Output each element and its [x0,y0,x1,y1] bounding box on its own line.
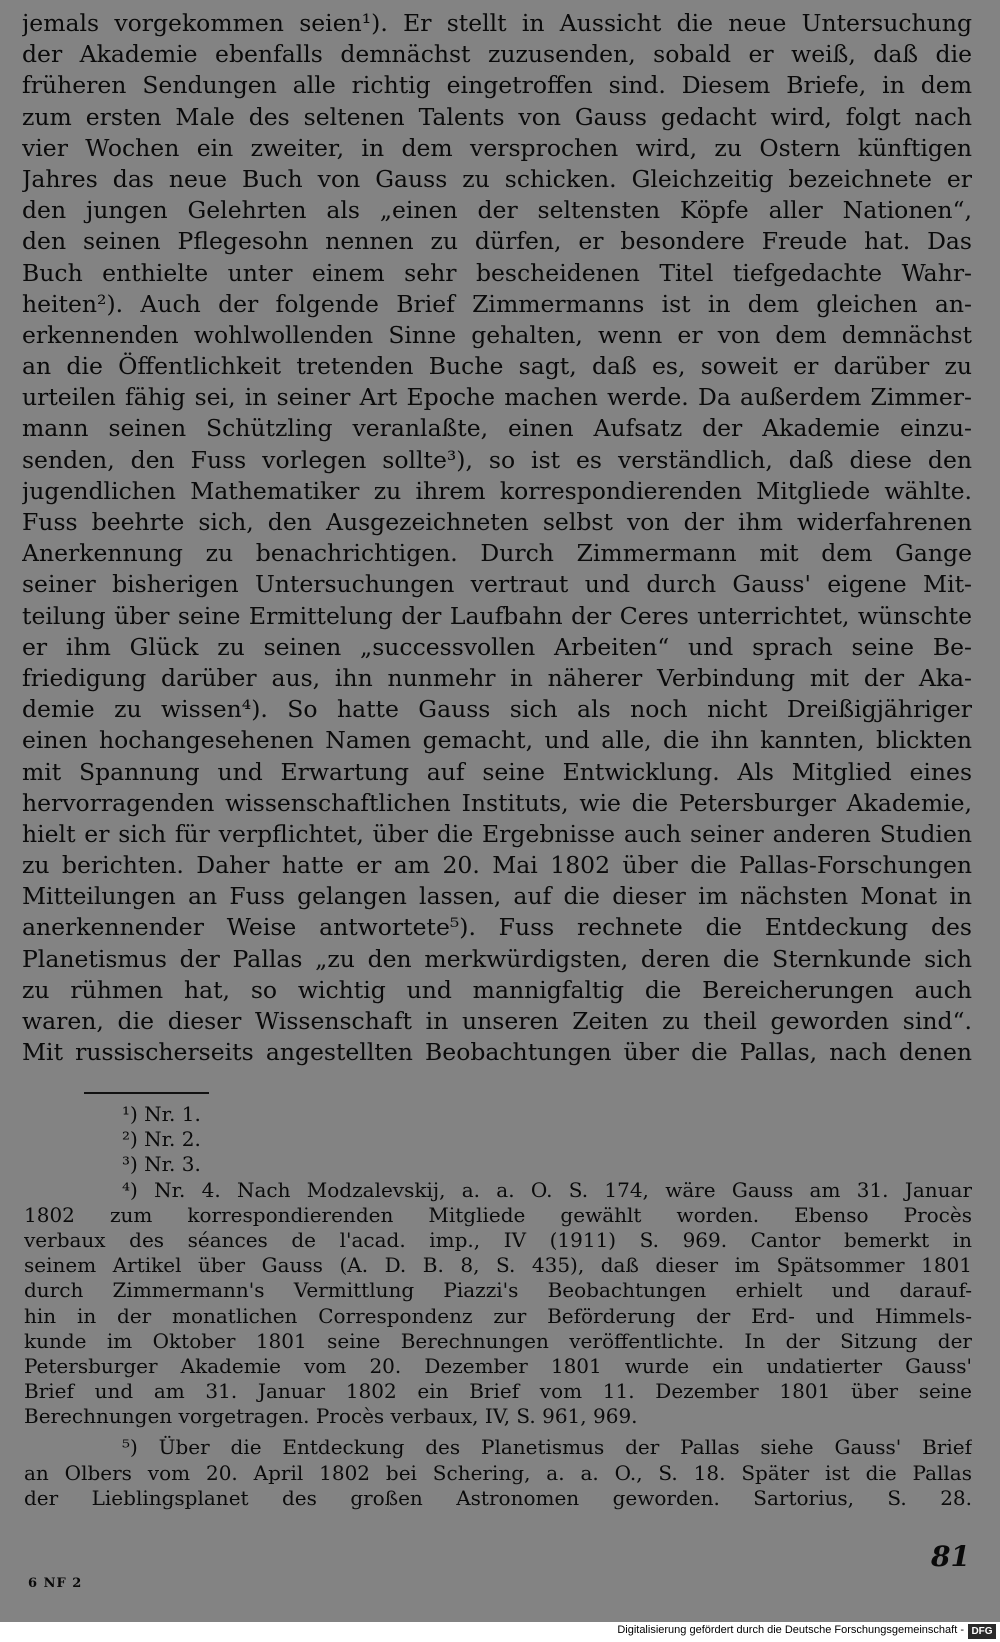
footnote-4-line: Petersburger Akademie vom 20. Dezember 1801 wurde ein undatierter Gauss' [24,1353,972,1378]
footnote-4-line: Brief und am 31. Januar 1802 ein Brief vom 11. Dezember 1801 über seine [24,1379,972,1404]
body-text [22,8,972,1068]
body-line: zu berichten. Daher hatte er am 20. Mai 1802 über die Pallas-Forschungen [22,851,972,880]
body-line: jemals vorgekommen seien¹). Er stellt in Aussicht die neue Untersuchung [22,9,972,37]
body-line: hielt er sich für verpflichtet, über die Ergebnisse auch seiner anderen Studien [22,819,972,848]
footnotes [24,1102,972,1511]
footnote-4-line: verbaux des séances de l'acad. imp., IV (1911) S. 969. Cantor bemerkt in [24,1227,972,1252]
footnote-4-line: hin in der monatlichen Correspondenz zur Beförderung der Erd- und Himmels- [24,1303,972,1328]
body-line: vier Wochen ein zweiter, in dem versprochen wird, zu Ostern künftigen [22,133,972,162]
footnote-1: ¹) Nr. 1. [122,1102,201,1126]
body-line: hervorragenden wissenschaftlichen Instituts, wie die Petersburger Akademie, [22,788,972,817]
body-line: den seinen Pflegesohn nennen zu dürfen, er besondere Freude hat. Das [22,227,972,256]
body-line: Buch enthielte unter einem sehr bescheidenen Titel tiefgedachte Wahr- [22,258,972,287]
body-line: er ihm Glück zu seinen „successvollen Arbeiten“ und sprach seine Be- [22,632,972,661]
body-line: friedigung darüber aus, ihn nunmehr in näherer Verbindung mit der Aka- [22,663,972,692]
body-line: seiner bisherigen Untersuchungen vertraut und durch Gauss' eigene Mit- [22,570,972,599]
footnote-5-line: ⁵) Über die Entdeckung des Planetismus der Pallas siehe Gauss' Brief [122,1435,972,1460]
body-line: heiten²). Auch der folgende Brief Zimmermanns ist in dem gleichen an- [22,289,972,318]
body-line: Mit russischerseits angestellten Beobachtungen über die Pallas, nach denen [22,1038,972,1067]
body-line: an die Öffentlichkeit tretenden Buche sagt, daß es, soweit er darüber zu [22,352,972,381]
body-line: mann seinen Schützling veranlaßte, einen Aufsatz der Akademie einzu- [22,414,972,443]
body-line: zum ersten Male des seltenen Talents von Gauss gedacht wird, folgt nach [22,102,972,131]
body-line: Fuss beehrte sich, den Ausgezeichneten selbst von der ihm widerfahrenen [22,508,972,536]
footnote-4-line: 1802 zum korrespondierenden Mitgliede gewählt worden. Ebenso Procès [24,1202,972,1227]
footnote-5-line: der Lieblingsplanet des großen Astronomen geworden. Sartorius, S. 28. [24,1485,972,1510]
digitization-footer [0,1622,1000,1642]
body-line: waren, die dieser Wissenschaft in unseren Zeiten zu theil geworden sind“. [22,1007,972,1035]
body-line: anerkennender Weise antwortete⁵). Fuss rechnete die Entdeckung des [22,913,972,942]
body-line: der Akademie ebenfalls demnächst zuzusenden, sobald er weiß, daß die [22,40,972,69]
signature-mark: 6 NF 2 [28,1576,83,1591]
body-line: zu rühmen hat, so wichtig und mannigfaltig die Bereicherungen auch [22,975,972,1004]
footnote-4-line: durch Zimmermann's Vermittlung Piazzi's Beobachtungen erhielt und darauf- [24,1278,972,1303]
funding-credit: Digitalisierung gefördert durch die Deutsche Forschungsgemeinschaft - [617,1624,964,1636]
body-line: den jungen Gelehrten als „einen der seltensten Köpfe aller Nationen“, [22,196,972,225]
body-line: demie zu wissen⁴). So hatte Gauss sich als noch nicht Dreißigjähriger [22,695,972,724]
body-line: erkennenden wohlwollenden Sinne gehalten, wenn er von dem demnächst [22,320,972,349]
body-line: früheren Sendungen alle richtig eingetroffen sind. Diesem Briefe, in dem [22,71,972,100]
body-line: Jahres das neue Buch von Gauss zu schicken. Gleichzeitig bezeichnete er [22,164,972,193]
body-line: Mitteilungen an Fuss gelangen lassen, auf die dieser im nächsten Monat in [22,882,972,911]
body-line: Planetismus der Pallas „zu den merkwürdigsten, deren die Sternkunde sich [22,944,972,973]
footnote-4-line: kunde im Oktober 1801 seine Berechnungen veröffentlichte. In der Sitzung der [24,1328,972,1353]
body-line: jugendlichen Mathematiker zu ihrem korrespondierenden Mitgliede wählte. [22,476,972,505]
body-line: senden, den Fuss vorlegen sollte³), so ist es verständlich, daß diese den [22,445,972,474]
body-line: mit Spannung und Erwartung auf seine Entwicklung. Als Mitglied eines [22,757,972,786]
footnote-4-line: ⁴) Nr. 4. Nach Modzalevskij, a. a. O. S. 174, wäre Gauss am 31. Januar [122,1177,972,1202]
body-line: urteilen fähig sei, in seiner Art Epoche machen werde. Da außerdem Zimmer- [22,383,972,412]
footnote-divider [84,1092,209,1094]
page-number: 81 [931,1540,970,1573]
body-line: einen hochangesehenen Namen gemacht, und alle, die ihn kannten, blickten [22,726,972,755]
dfg-logo: DFG [968,1624,996,1639]
footnote-4-line: Berechnungen vorgetragen. Procès verbaux, IV, S. 961, 969. [24,1404,638,1429]
footnote-2: ²) Nr. 2. [122,1127,201,1152]
footnote-5-line: an Olbers vom 20. April 1802 bei Schering, a. a. O., S. 18. Später ist die Pallas [24,1460,972,1485]
footnote-3: ³) Nr. 3. [122,1152,201,1177]
footnote-4-line: seinem Artikel über Gauss (A. D. B. 8, S. 435), daß dieser im Spätsommer 1801 [24,1253,972,1278]
body-line: teilung über seine Ermittelung der Laufbahn der Ceres unterrichtet, wünschte [22,601,972,630]
body-line: Anerkennung zu benachrichtigen. Durch Zimmermann mit dem Gange [22,539,972,568]
